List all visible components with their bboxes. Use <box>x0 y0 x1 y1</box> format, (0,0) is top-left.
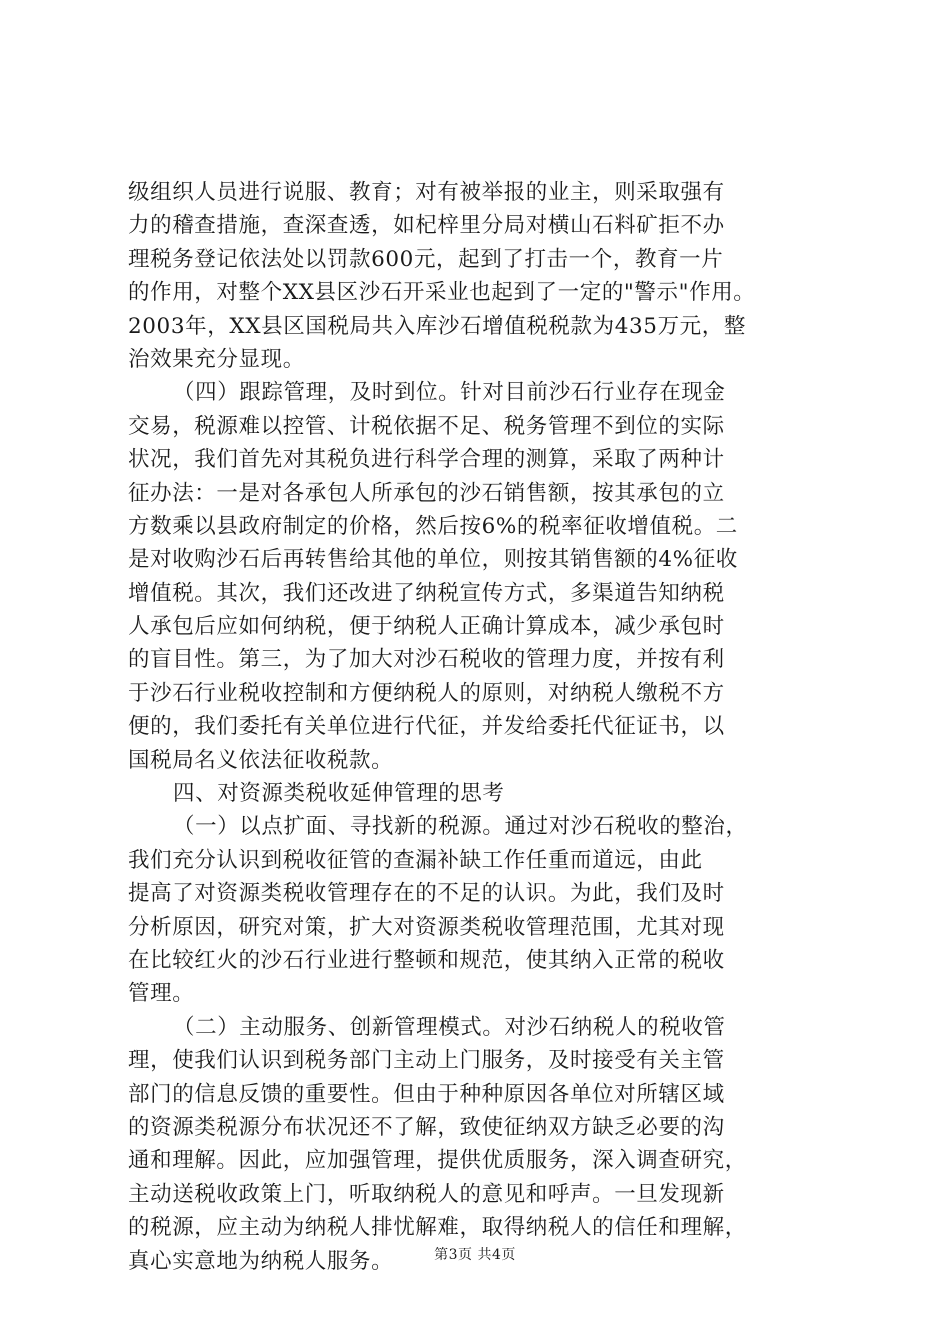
text-line: 理税务登记依法处以罚款600元，起到了打击一个，教育一片 <box>128 246 724 272</box>
text-line: 治效果充分显现。 <box>128 346 305 372</box>
text-line: （二）主动服务、创新管理模式。对沙石纳税人的税收管 <box>173 1014 726 1040</box>
text-line: 部门的信息反馈的重要性。但由于种种原因各单位对所辖区域 <box>128 1081 725 1107</box>
text-line: 便的，我们委托有关单位进行代征，并发给委托代征证书，以 <box>128 714 725 740</box>
text-line: 分析原因，研究对策，扩大对资源类税收管理范围，尤其对现 <box>128 914 725 940</box>
text-line: 征办法：一是对各承包人所承包的沙石销售额，按其承包的立 <box>128 480 725 506</box>
text-line: 主动送税收政策上门，听取纳税人的意见和呼声。一旦发现新 <box>128 1181 725 1207</box>
text-line: 2003年，XX县区国税局共入库沙石增值税税款为435万元，整 <box>128 313 746 339</box>
text-line: 方数乘以县政府制定的价格，然后按6%的税率征收增值税。二 <box>128 513 738 539</box>
text-line: （四）跟踪管理，及时到位。针对目前沙石行业存在现金 <box>173 380 726 406</box>
text-line: 级组织人员进行说服、教育；对有被举报的业主，则采取强有 <box>128 180 725 205</box>
text-line: 的资源类税源分布状况还不了解，致使征纳双方缺乏必要的沟 <box>128 1114 725 1140</box>
text-line: 通和理解。因此，应加强管理，提供优质服务，深入调查研究， <box>128 1148 747 1174</box>
text-line: 国税局名义依法征收税款。 <box>128 747 394 773</box>
text-line: 人承包后应如何纳税，便于纳税人正确计算成本，减少承包时 <box>128 614 725 640</box>
text-line: 力的稽查措施，查深查透，如杞梓里分局对横山石料矿拒不办 <box>128 213 725 239</box>
text-line: 的税源，应主动为纳税人排忧解难，取得纳税人的信任和理解， <box>128 1215 747 1241</box>
document-body <box>128 176 818 1278</box>
text-line: （一）以点扩面、寻找新的税源。通过对沙石税收的整治， <box>173 814 748 840</box>
text-line: 提高了对资源类税收管理存在的不足的认识。为此，我们及时 <box>128 881 725 907</box>
text-line: 的作用，对整个XX县区沙石开采业也起到了一定的"警示"作用。 <box>128 280 756 306</box>
text-line: 在比较红火的沙石行业进行整顿和规范，使其纳入正常的税收 <box>128 947 725 973</box>
text-line: 状况，我们首先对其税负进行科学合理的测算，采取了两种计 <box>128 447 725 473</box>
text-line: 管理。 <box>128 981 195 1007</box>
text-line: 于沙石行业税收控制和方便纳税人的原则，对纳税人缴税不方 <box>128 680 725 706</box>
text-line: 的盲目性。第三，为了加大对沙石税收的管理力度，并按有利 <box>128 647 725 673</box>
text-line: 理，使我们认识到税务部门主动上门服务，及时接受有关主管 <box>128 1048 725 1074</box>
text-line: 四、对资源类税收延伸管理的思考 <box>173 781 505 807</box>
text-line: 是对收购沙石后再转售给其他的单位，则按其销售额的4%征收 <box>128 547 738 573</box>
text-line: 真心实意地为纳税人服务。 <box>128 1248 394 1274</box>
text-line: 增值税。其次，我们还改进了纳税宣传方式，多渠道告知纳税 <box>128 580 725 606</box>
text-line: 交易，税源难以控管、计税依据不足、税务管理不到位的实际 <box>128 413 725 439</box>
text-line: 我们充分认识到税收征管的查漏补缺工作任重而道远，由此 <box>128 847 703 873</box>
page-footer: 第3页 共4页 <box>434 1247 516 1263</box>
